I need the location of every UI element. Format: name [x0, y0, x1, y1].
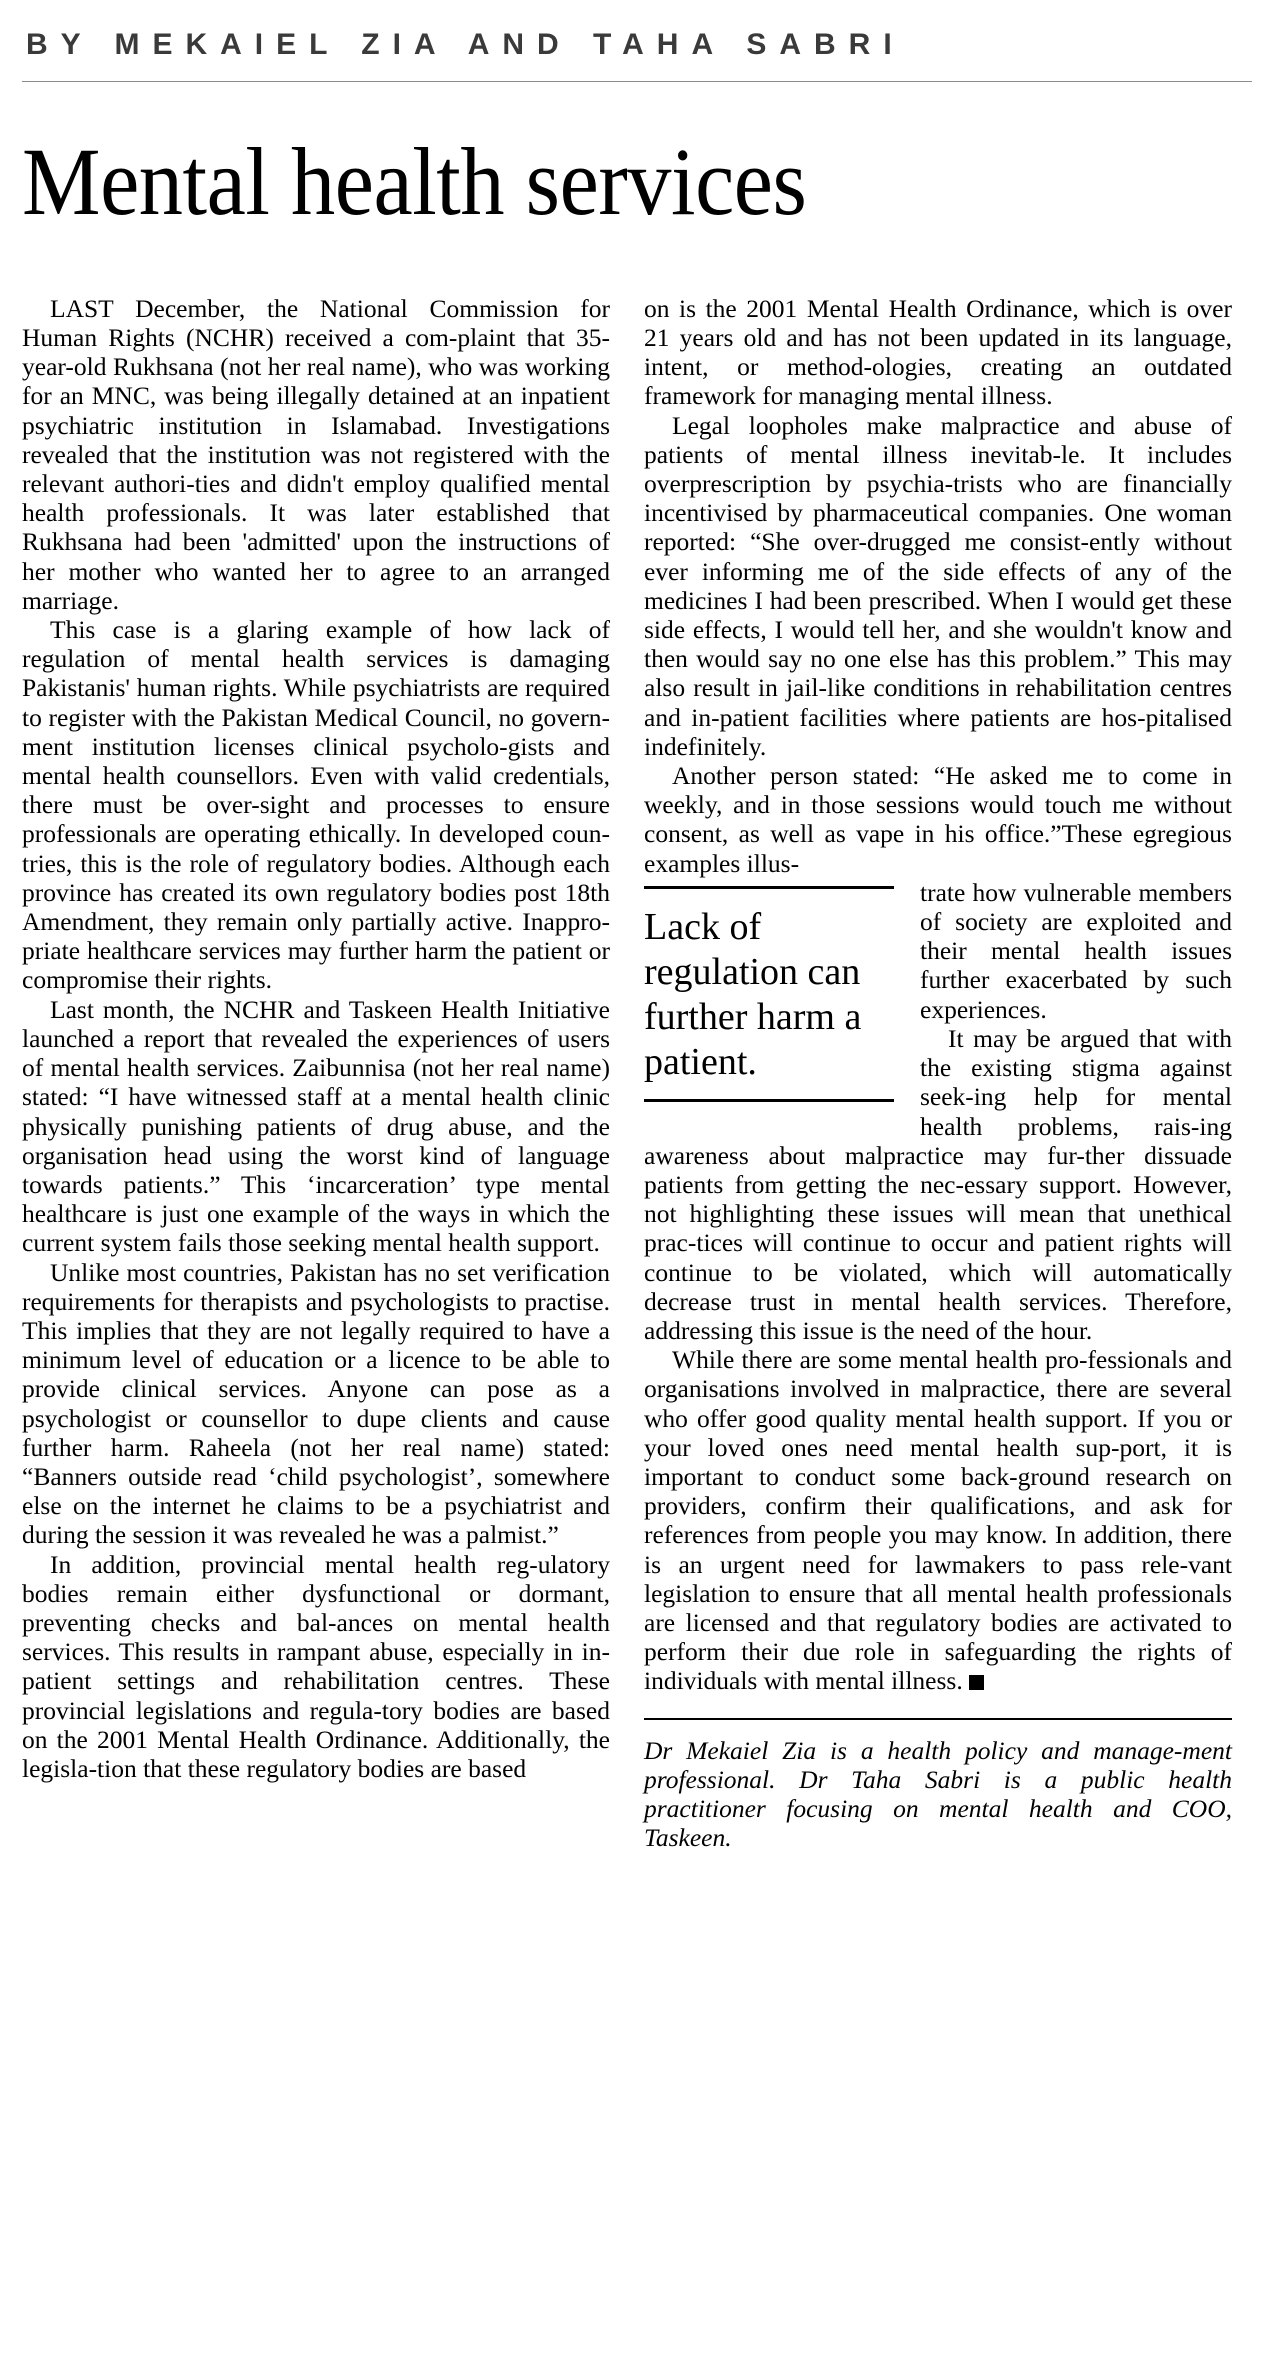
- pull-quote-text: Lack of regulation can further harm a patient.: [644, 905, 862, 1083]
- paragraph: Another person stated: “He asked me to come in weekly, and in those sessions would touch me without consent, as well as vape in his office.”These egregious examples illus-: [644, 761, 1232, 878]
- pull-quote-rule-bottom: [644, 1099, 894, 1102]
- paragraph: Last month, the NCHR and Taskeen Health Initiative launched a report that revealed the experiences of users of mental health services. Zaibunnisa (not her real name) stated: “I have witnessed staff at a mental health clinic physically punishing patients of drug abuse, and the organisation head using the worst kind of language towards patients.” This ‘incarceration’ type mental healthcare is just one example of the ways in which the current system fails those seeking mental health support.: [22, 994, 610, 1258]
- article-columns: [22, 294, 1252, 1853]
- paragraph: Legal loopholes make malpractice and abuse of patients of mental illness inevitab-le. It includes overprescription by psychia-trists who are financially incentivised by pharmaceutical companies. One woman reported: “She over-drugged me consist-ently without ever informing me of the side effects of any of the medicines I had been prescribed. When I would get these side effects, I would tell her, and she wouldn't know and then would say no one else has this problem.” This may also result in jail-like conditions in rehabilitation centres and in-patient facilities where patients are hos-pitalised indefinitely.: [644, 410, 1232, 761]
- end-of-article-marker: [969, 1675, 984, 1690]
- paragraph: LAST December, the National Commission for Human Rights (NCHR) received a com-plaint that 35-year-old Rukhsana (not her real name), who was working for an MNC, was being illegally detained at an inpatient psychiatric institution in Islamabad. Investigations revealed that the institution was not registered with the relevant authori-ties and didn't employ qualified mental health professionals. It was later established that Rukhsana had been 'admitted' upon the instructions of her mother who wanted her to agree to an arranged marriage.: [22, 293, 610, 615]
- left-column: [22, 294, 610, 1783]
- page-title: Mental health services: [22, 127, 807, 235]
- paragraph: Unlike most countries, Pakistan has no set verification requirements for therapists and psychologists to practise. This implies that they are not legally required to have a minimum level of education or a licence to be able to provide clinical services. Anyone can pose as a psychologist or counsellor to dupe clients and cause further harm. Raheela (not her real name) stated: “Banners outside read ‘child psychologist’, somewhere else on the internet he claims to be a psychiatrist and during the session it was revealed he was a palmist.”: [22, 1257, 610, 1550]
- paragraph: trate how vulnerable members of society are exploited and their mental health issues further exacerbated by such experiences.: [920, 877, 1232, 1024]
- byline: BY MEKAIEL ZIA AND TAHA SABRI: [26, 28, 905, 61]
- pull-quote: [644, 886, 894, 1102]
- paragraph: It may be argued that with the existing stigma against seek-ing help for mental health problems, rais-ing awareness about malpractice may fur-ther dissuade patients from getting the nec-essary support. However, not highlighting these issues will mean that unethical prac-tices will continue to occur and patient rights will continue to be violated, which will automatically decrease trust in mental health services. Therefore, addressing this issue is the need of the hour.: [644, 1023, 1232, 1345]
- bio-divider: [644, 1718, 1232, 1720]
- paragraph: on is the 2001 Mental Health Ordinance, which is over 21 years old and has not been updated in its language, intent, or method-ologies, creating an outdated framework for managing mental illness.: [644, 293, 1232, 411]
- pull-quote-rule-top: [644, 886, 894, 889]
- author-bio: Dr Mekaiel Zia is a health policy and manage-ment professional. Dr Taha Sabri is a public health practitioner focusing on mental health and COO, Taskeen.: [644, 1735, 1232, 1853]
- paragraph: [644, 1345, 1232, 1695]
- right-column: [644, 294, 1232, 1853]
- paragraph-text: While there are some mental health pro-fessionals and organisations involved in malpractice, there are several who offer good quality mental health support. If you or your loved ones need mental health sup-port, it is important to conduct some back-ground research on providers, confirm their qualifications, and ask for references from people you may know. In addition, there is an urgent need for lawmakers to pass rele-vant legislation to ensure that all mental health professionals are licensed and that regulatory bodies are activated to perform their due role in safeguarding the rights of individuals with mental illness.: [644, 1345, 1232, 1696]
- byline-block: [22, 0, 1252, 82]
- paragraph: In addition, provincial mental health reg-ulatory bodies remain either dysfunctional or dormant, preventing checks and bal-ances on mental health services. This results in rampant abuse, especially in in-patient settings and rehabilitation centres. These provincial legislations and regula-tory bodies are based on the 2001 Mental Health Ordinance. Additionally, the legisla-tion that these regulatory bodies are based: [22, 1549, 610, 1783]
- byline-divider: [22, 81, 1252, 82]
- paragraph: This case is a glaring example of how lack of regulation of mental health services is damaging Pakistanis' human rights. While psychiatrists are required to register with the Pakistan Medical Council, no govern-ment institution licenses clinical psycholo-gists and mental health counsellors. Even with valid credentials, there must be over-sight and processes to ensure professionals are operating ethically. In developed coun-tries, this is the role of regulatory bodies. Although each province has created its own regulatory bodies post 18th Amendment, they remain only partially active. Inappro-priate healthcare services may further harm the patient or compromise their rights.: [22, 615, 610, 995]
